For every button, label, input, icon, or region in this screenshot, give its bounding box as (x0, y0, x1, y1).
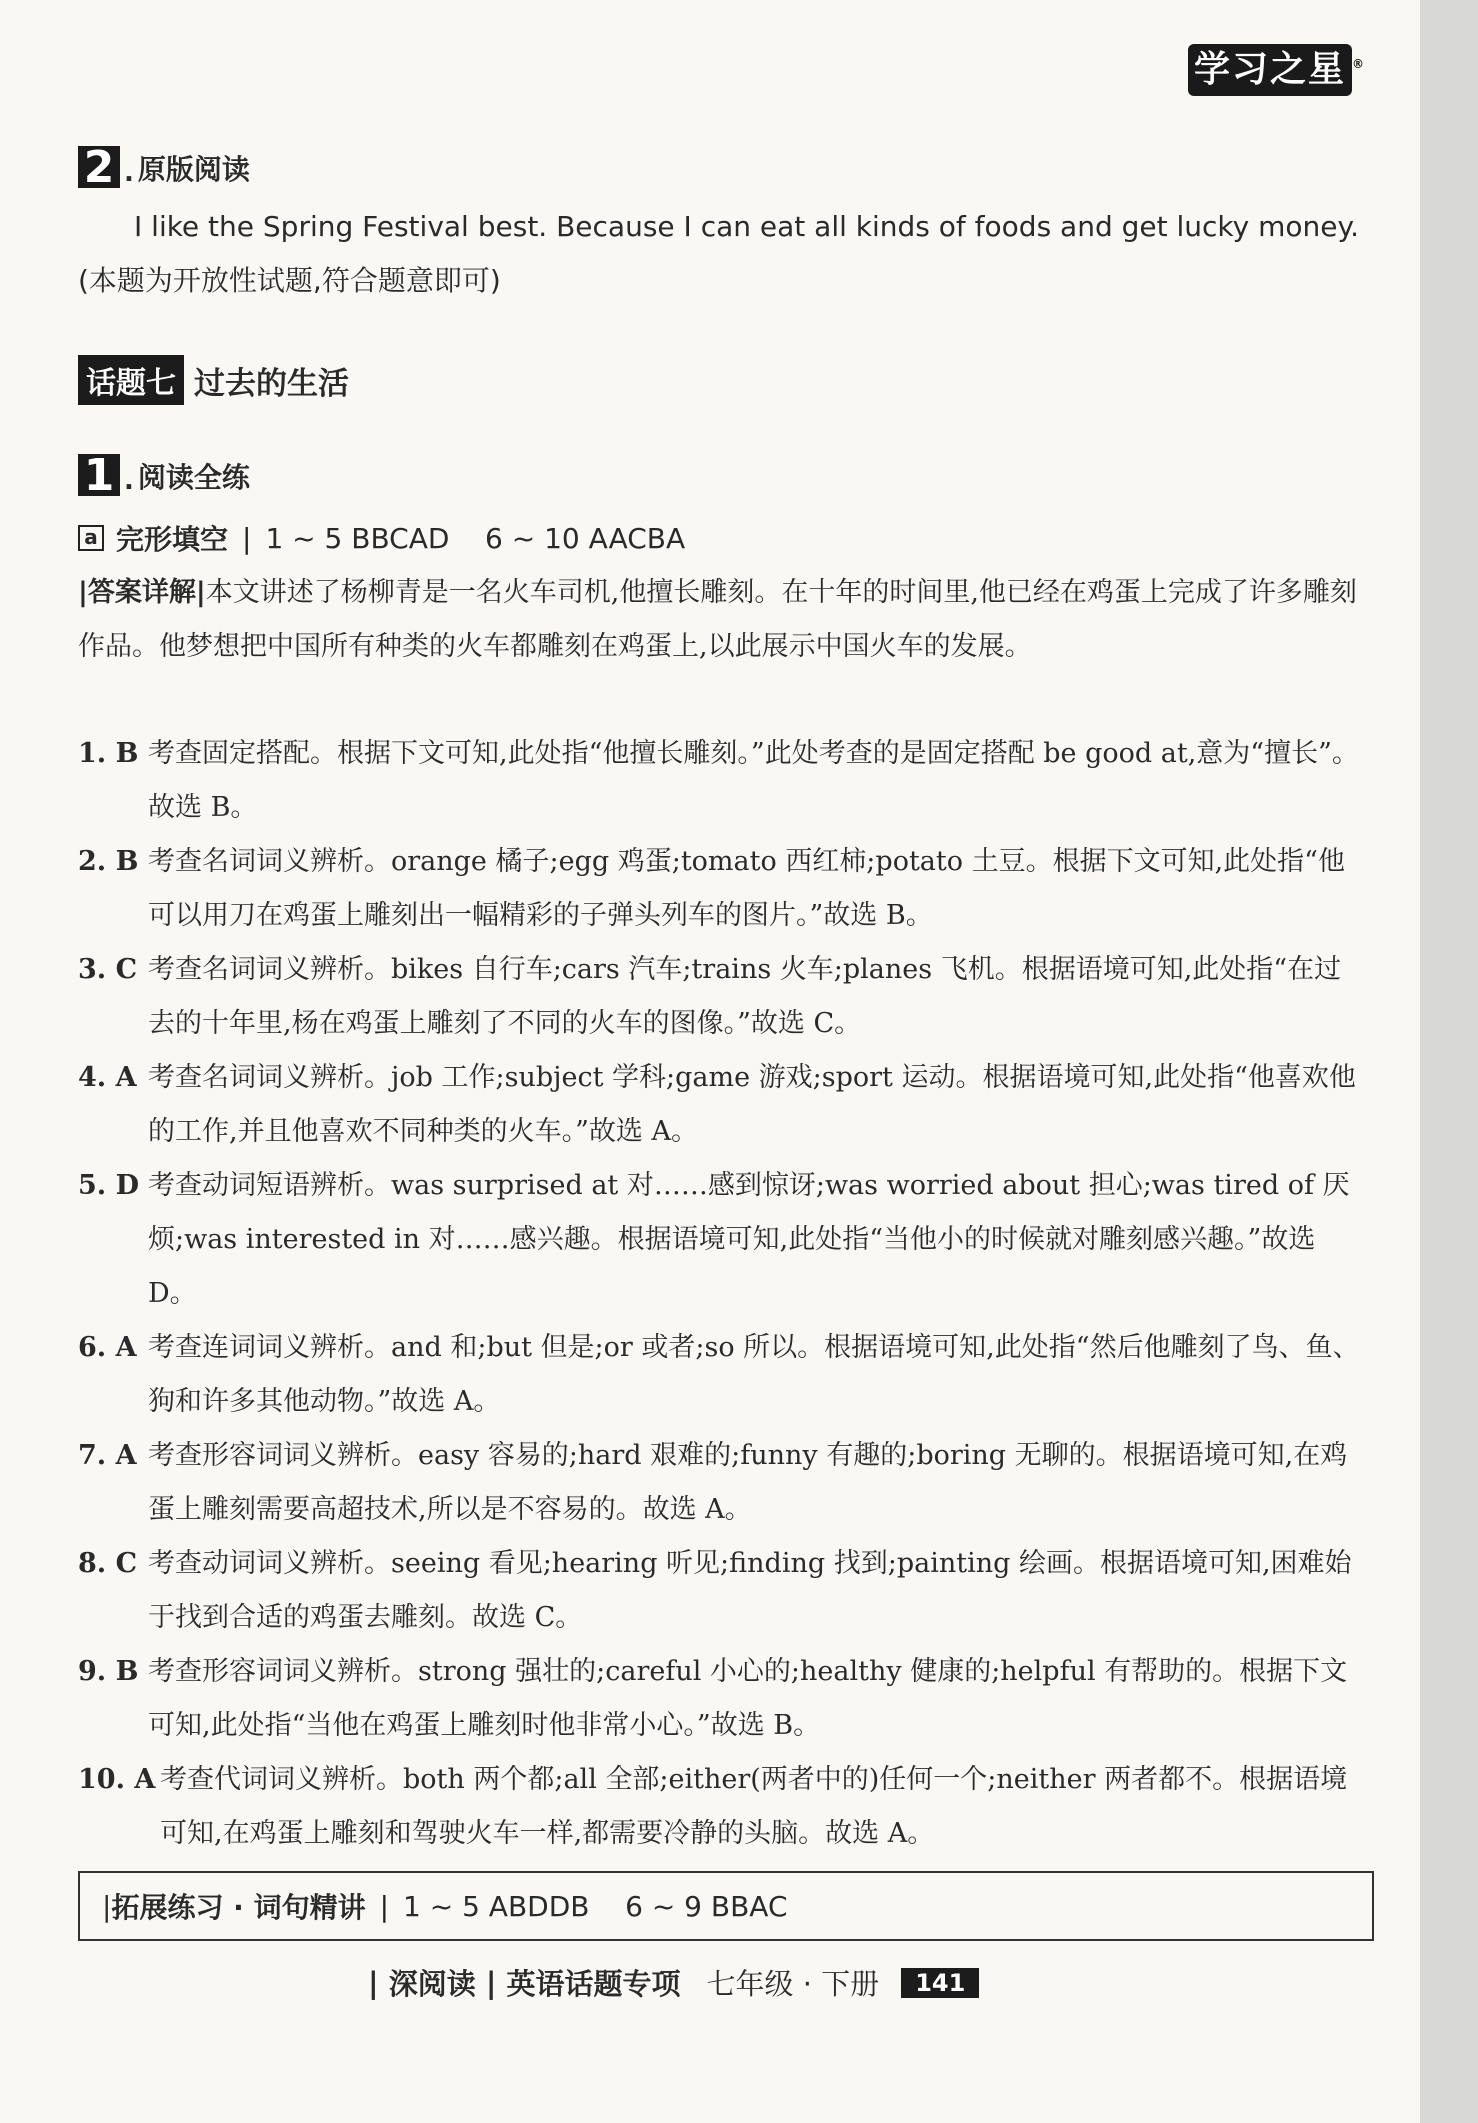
item-text: 考查固定搭配。根据下文可知,此处指“他擅长雕刻。”此处考查的是固定搭配 be good at,意为“擅长”。故选 B。 (148, 738, 1359, 823)
list-item (78, 1537, 1368, 1645)
brand-logo: 学习之星 ® (1188, 44, 1352, 96)
original-reading-answer: I like the Spring Festival best. Because I can eat all kinds of foods and get lucky money. (本题为开放性试题,符合题意即可) (78, 210, 1359, 297)
section-number: 2 (78, 146, 120, 188)
cloze-answers: a 完形填空 | 1 ~ 5 BBCAD 6 ~ 10 AACBA (78, 518, 685, 558)
answer-detail: |答案详解|本文讲述了杨柳青是一名火车司机,他擅长雕刻。在十年的时间里,他已经在鸡蛋上完成了许多雕刻作品。他梦想把中国所有种类的火车都雕刻在鸡蛋上,以此展示中国火车的发展。 (78, 577, 1357, 662)
list-item (78, 835, 1368, 943)
answer-value: 1 ~ 5 BBCAD 6 ~ 10 AACBA (265, 521, 686, 555)
list-item (78, 1753, 1368, 1861)
page-footer: | 深阅读 | 英语话题专项 七年级 · 下册 141 (368, 1962, 979, 2003)
item-number: 10. A (78, 1764, 156, 1795)
item-text: 考查动词短语辨析。was surprised at 对……感到惊讶;was worried about 担心;was tired of 厌烦;was interested in 对……感兴趣。根据语境可知,此处指“当他小的时候就对雕刻感兴趣。”故选 D。 (148, 1170, 1350, 1309)
item-number: 6. A (78, 1332, 137, 1363)
answer-label: 完形填空 (116, 523, 229, 556)
item-number: 5. D (78, 1170, 140, 1201)
extension-value: 1 ~ 5 ABDDB 6 ~ 9 BBAC (403, 1889, 788, 1923)
edge-marker (1420, 0, 1478, 2123)
section-1-heading: 1 . 阅读全练 (78, 454, 250, 496)
footer-series: 深阅读 (388, 1967, 476, 2001)
item-text: 考查代词词义辨析。both 两个都;all 全部;either(两者中的)任何一个;neither 两者都不。根据语境可知,在鸡蛋上雕刻和驾驶火车一样,都需要冷静的头脑。故选 A。 (160, 1764, 1348, 1849)
extension-answers: | 拓展练习 · 词句精讲 | 1 ~ 5 ABDDB 6 ~ 9 BBAC (78, 1871, 1374, 1941)
section-title: 阅读全练 (137, 461, 250, 494)
list-item (78, 1429, 1368, 1537)
list-item (78, 943, 1368, 1051)
item-number: 3. C (78, 954, 138, 985)
section-number: 1 (78, 454, 120, 496)
detail-label: 答案详解 (87, 577, 196, 608)
item-number: 2. B (78, 846, 139, 877)
item-text: 考查名词词义辨析。job 工作;subject 学科;game 游戏;sport 运动。根据语境可知,此处指“他喜欢他的工作,并且他喜欢不同种类的火车。”故选 A。 (148, 1062, 1356, 1147)
item-text: 考查名词词义辨析。bikes 自行车;cars 汽车;trains 火车;planes 飞机。根据语境可知,此处指“在过去的十年里,杨在鸡蛋上雕刻了不同的火车的图像。”故选 C。 (148, 954, 1342, 1039)
item-text: 考查形容词词义辨析。easy 容易的;hard 艰难的;funny 有趣的;boring 无聊的。根据语境可知,在鸡蛋上雕刻需要高超技术,所以是不容易的。故选 A。 (148, 1440, 1348, 1525)
item-number: 9. B (78, 1656, 139, 1687)
extension-label: 拓展练习 · 词句精讲 (111, 1891, 366, 1924)
section-2-heading: 2 . 原版阅读 (78, 146, 250, 188)
page-number: 141 (901, 1968, 979, 1998)
list-item (78, 1321, 1368, 1429)
item-text: 考查形容词词义辨析。strong 强壮的;careful 小心的;healthy 健康的;helpful 有帮助的。根据下文可知,此处指“当他在鸡蛋上雕刻时他非常小心。”故选 B。 (148, 1656, 1348, 1741)
topic-badge: 话题七 (78, 355, 184, 405)
item-number: 1. B (78, 738, 139, 769)
list-item (78, 1159, 1368, 1321)
list-item (78, 1051, 1368, 1159)
list-item (78, 727, 1368, 835)
item-text: 考查动词词义辨析。seeing 看见;hearing 听见;finding 找到;painting 绘画。根据语境可知,困难始于找到合适的鸡蛋去雕刻。故选 C。 (148, 1548, 1352, 1633)
item-number: 8. C (78, 1548, 138, 1579)
answer-items (78, 727, 1368, 1861)
list-item (78, 1645, 1368, 1753)
item-number: 4. A (78, 1062, 137, 1093)
detail-text: 本文讲述了杨柳青是一名火车司机,他擅长雕刻。在十年的时间里,他已经在鸡蛋上完成了许多雕刻作品。他梦想把中国所有种类的火车都雕刻在鸡蛋上,以此展示中国火车的发展。 (78, 577, 1357, 662)
section-title: 原版阅读 (137, 153, 250, 186)
topic-title: 过去的生活 (194, 365, 349, 402)
footer-grade: 七年级 · 下册 (706, 1967, 880, 2001)
item-number: 7. A (78, 1440, 137, 1471)
item-text: 考查名词词义辨析。orange 橘子;egg 鸡蛋;tomato 西红柿;potato 土豆。根据下文可知,此处指“他可以用刀在鸡蛋上雕刻出一幅精彩的子弹头列车的图片。”故选 B。 (148, 846, 1345, 931)
topic-heading (78, 355, 349, 405)
item-text: 考查连词词义辨析。and 和;but 但是;or 或者;so 所以。根据语境可知,此处指“然后他雕刻了鸟、鱼、狗和许多其他动物。”故选 A。 (148, 1332, 1360, 1417)
answer-icon: a (78, 525, 104, 551)
footer-subject: 英语话题专项 (506, 1967, 681, 2001)
